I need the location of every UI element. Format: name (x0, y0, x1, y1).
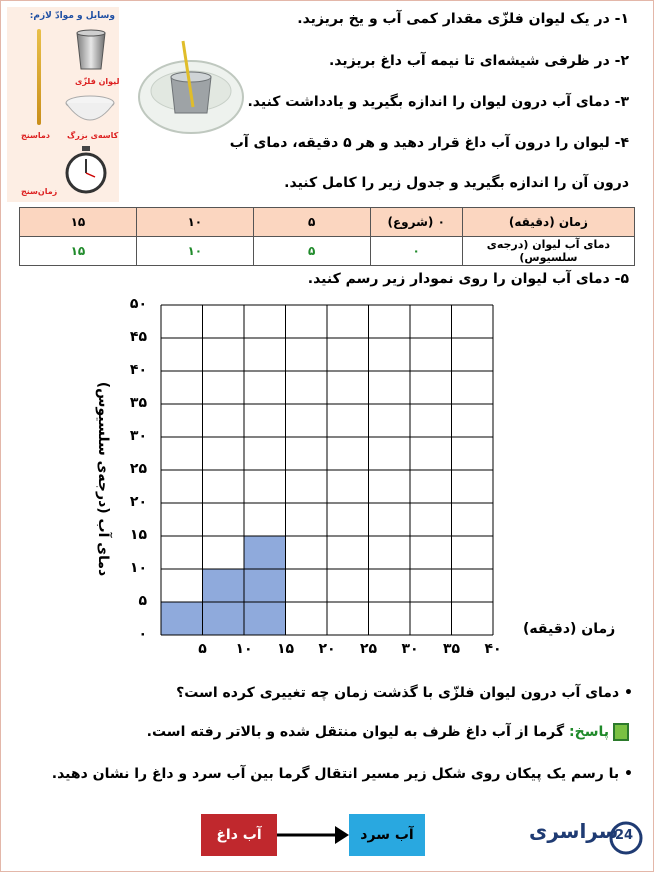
y-tick-label: ۴۵ (129, 329, 147, 345)
table-header: زمان (دقیقه) (462, 208, 634, 237)
y-tick-label: ۳۵ (129, 395, 147, 411)
chart-bar (244, 536, 286, 635)
right-arrow-icon (277, 823, 349, 847)
x-tick-label: ۱۰ (235, 641, 253, 657)
x-tick-label: ۲۰ (318, 641, 336, 657)
experiment-photo (133, 37, 249, 141)
y-tick-label: ۲۰ (129, 494, 147, 510)
table-cell: ۵ (253, 237, 370, 266)
y-axis-label: دمای آب (درجه‌ی سلسیوس) (95, 381, 111, 577)
step-3: ۳- دمای آب درون لیوان را اندازه بگیرید و یادداشت کنید. (247, 94, 629, 110)
table-row (20, 237, 635, 266)
x-tick-label: ۱۵ (276, 641, 295, 657)
answer-text: پاسخ: گرما از آب داغ ظرف به لیوان منتقل شده و بالاتر رفته است. (147, 723, 629, 741)
y-tick-label: ۱۰ (129, 560, 147, 576)
hot-water-box: آب داغ (201, 814, 277, 856)
x-tick-label: ۳۰ (401, 641, 419, 657)
y-tick-label: ۲۵ (129, 461, 147, 477)
table-cell: ۱۰ (136, 237, 253, 266)
answer-label: پاسخ: (569, 724, 609, 740)
temperature-table (19, 207, 635, 266)
thermometer-label: دماسنج (21, 131, 50, 140)
x-tick-label: ۵ (198, 641, 207, 657)
cold-water-box: آب سرد (349, 814, 425, 856)
step-5: ۵- دمای آب لیوان را روی نمودار زیر رسم کنید. (307, 271, 629, 287)
step-4-continued: درون آن را اندازه بگیرید و جدول زیر را کامل کنید. (284, 175, 629, 191)
x-axis-label: زمان (دقیقه) (523, 621, 616, 637)
thermometer-icon (37, 29, 41, 125)
table-header: ۱۰ (136, 208, 253, 237)
step-1: ۱- در یک لیوان فلزّی مقدار کمی آب و یخ بریزید. (297, 11, 629, 27)
logo-text: سراسری (529, 819, 619, 843)
metal-cup-label: لیوان فلزّی (75, 77, 120, 86)
logo (525, 813, 645, 861)
step-4: ۴- لیوان را درون آب داغ قرار دهید و هر ۵ دقیقه، دمای آب (229, 135, 629, 151)
x-tick-label: ۲۵ (359, 641, 378, 657)
y-tick-label: ۵ (138, 593, 147, 609)
chart-bar (161, 602, 203, 635)
table-header: ۱۵ (20, 208, 137, 237)
chart-bar (203, 569, 245, 635)
y-tick-label: ۳۰ (129, 428, 147, 444)
table-header: ۰ (شروع) (370, 208, 462, 237)
logo-number: 24 (615, 828, 634, 843)
answer-icon (613, 723, 629, 741)
y-tick-label: ۰ (138, 626, 147, 642)
y-tick-label: ۴۰ (129, 362, 147, 378)
materials-title: وسایل و موادّ لازم: (29, 11, 115, 21)
metal-cup-icon (69, 29, 113, 73)
bullet-icon: • (619, 766, 633, 782)
glass-bowl-icon (63, 93, 117, 127)
bullet-icon: • (619, 685, 633, 701)
x-tick-label: ۴۰ (484, 641, 502, 657)
x-tick-label: ۳۵ (442, 641, 461, 657)
question-text: • دمای آب درون لیوان فلزّی با گذشت زمان چه تغییری کرده است؟ (176, 685, 633, 701)
y-tick-label: ۱۵ (129, 527, 147, 543)
instruction-text: • با رسم یک پیکان روی شکل زیر مسیر انتقال گرما بین آب سرد و داغ را نشان دهید. (51, 766, 633, 782)
table-row-label: دمای آب لیوان (درجه‌ی سلسیوس) (462, 237, 634, 266)
table-header: ۵ (253, 208, 370, 237)
step-2: ۲- در ظرفی شیشه‌ای تا نیمه آب داغ بریزید. (328, 53, 629, 69)
y-tick-label: ۵۰ (129, 296, 147, 312)
bowl-label: کاسه‌ی بزرگ (67, 131, 119, 140)
table-cell: ۱۵ (20, 237, 137, 266)
table-header-row (20, 208, 635, 237)
materials-panel (7, 7, 119, 202)
stopwatch-label: زمان‌سنج (21, 187, 58, 196)
stopwatch-icon (63, 145, 109, 195)
table-cell: ۰ (370, 237, 462, 266)
